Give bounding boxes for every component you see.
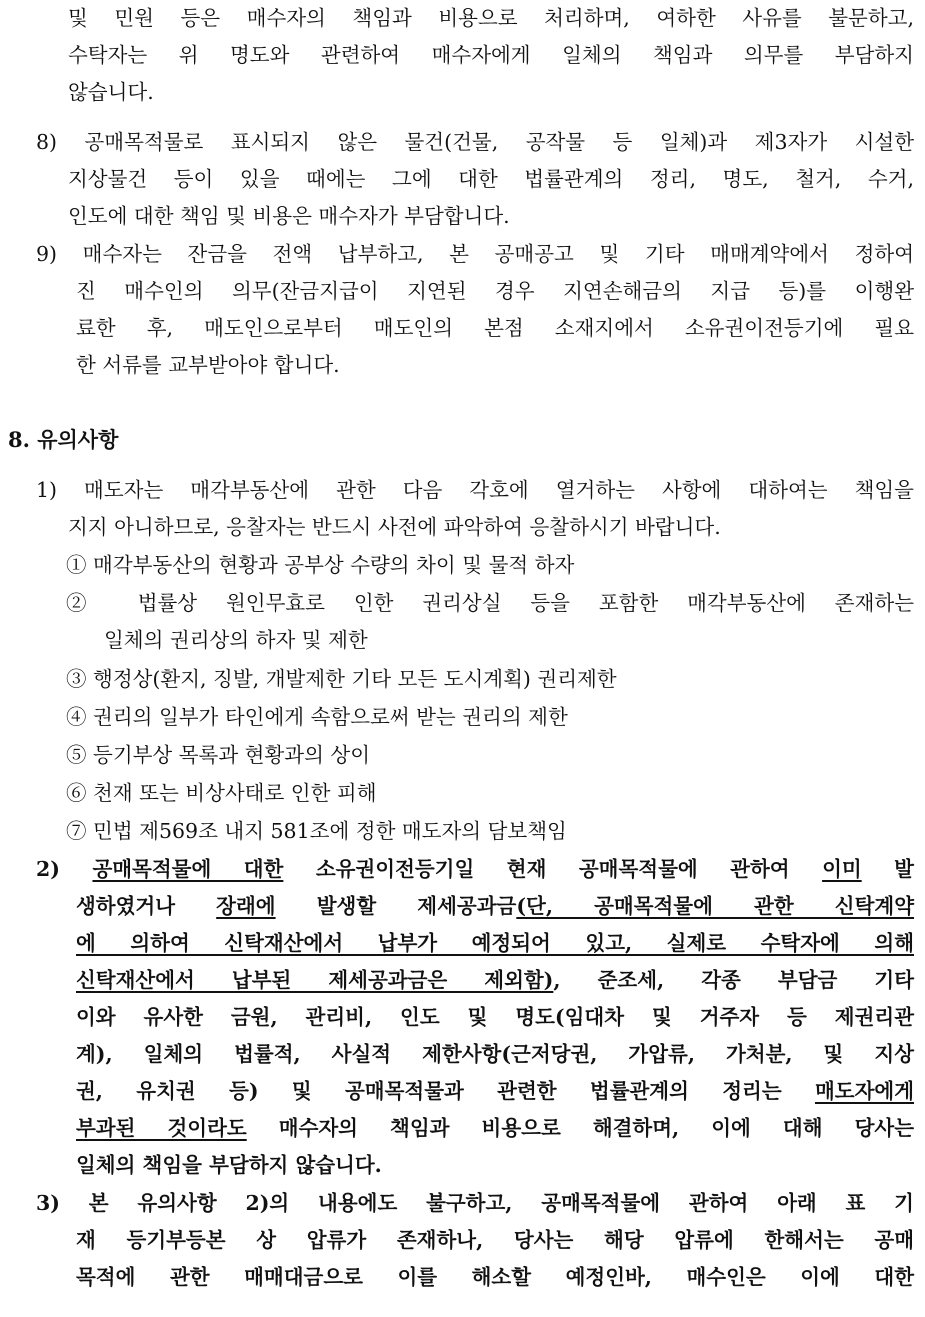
text-segment: 발	[861, 857, 914, 881]
text-line: ② 법률상 원인무효로 인한 권리상실 등을 포함한 매각부동산에 존재하는	[66, 591, 914, 615]
text-segment: 소유권이전등기일 현재 공매목적물에 관하여	[283, 857, 823, 881]
note-item-2-continuation	[76, 888, 914, 1184]
note-item-3	[36, 1185, 914, 1222]
underlined-text: 이미	[822, 857, 862, 881]
text-line	[76, 962, 914, 999]
text-line: 계), 일체의 법률적, 사실적 제한사항(근저당권, 가압류, 가처분, 및 지상	[76, 1042, 914, 1066]
subitem-6	[66, 775, 377, 812]
underlined-text: 신탁재산에서 납부된 제세공과금은 제외함)	[76, 968, 554, 992]
subitem-4	[66, 699, 568, 736]
list-item-8	[36, 124, 914, 161]
subitem-2	[66, 585, 914, 622]
item-number: 2)	[36, 857, 93, 881]
text-line	[36, 851, 914, 888]
text-line: ⑦ 민법 제569조 내지 581조에 정한 매도자의 담보책임	[66, 819, 567, 843]
text-line: ⑥ 천재 또는 비상사태로 인한 피해	[66, 781, 377, 805]
subitem-5	[66, 737, 370, 774]
text-line: 9) 매수자는 잔금을 전액 납부하고, 본 공매공고 및 기타 매매계약에서 정하여	[36, 242, 914, 266]
text-line: 일체의 책임을 부담하지 않습니다.	[76, 1153, 382, 1177]
subitem-1	[66, 547, 574, 584]
list-item-9	[36, 236, 914, 273]
subitem-2-continuation	[104, 622, 368, 659]
text-line: 및 민원 등은 매수자의 책임과 비용으로 처리하며, 여하한 사유를 불문하고,	[68, 6, 914, 30]
note-item-1-continuation	[68, 509, 914, 546]
list-item-8-continuation	[68, 161, 914, 235]
text-line: 8) 공매목적물로 표시되지 않은 물건(건물, 공작물 등 일체)과 제3자가 시설한	[36, 130, 914, 154]
list-item-9-continuation	[76, 273, 914, 384]
underlined-text: 매도자에게	[814, 1079, 914, 1103]
text-line: 수탁자는 위 명도와 관련하여 매수자에게 일체의 책임과 의무를 부담하지	[68, 43, 914, 67]
section-heading: 8. 유의사항	[8, 427, 119, 452]
text-line: 이와 유사한 금원, 관리비, 인도 및 명도(임대차 및 거주자 등 제권리관	[76, 1005, 914, 1029]
text-line: 재 등기부등본 상 압류가 존재하나, 당사는 해당 압류에 한해서는 공매	[76, 1228, 914, 1252]
text-line	[76, 888, 914, 925]
underlined-text: (단, 공매목적물에 관한 신탁계약	[516, 894, 915, 918]
text-line: 료한 후, 매도인으로부터 매도인의 본점 소재지에서 소유권이전등기에 필요	[76, 316, 914, 340]
underlined-text-line: 에 의하여 신탁재산에서 납부가 예정되어 있고, 실제로 수탁자에 의해	[76, 931, 914, 955]
text-line: 1) 매도자는 매각부동산에 관한 다음 각호에 열거하는 사항에 대하여는 책임을	[36, 478, 914, 502]
text-line: 지상물건 등이 있을 때에는 그에 대한 법률관계의 정리, 명도, 철거, 수거,	[68, 167, 914, 191]
text-segment: 생하였거나	[76, 894, 217, 918]
note-item-3-continuation	[76, 1222, 914, 1296]
text-line: 3) 본 유의사항 2)의 내용에도 불구하고, 공매목적물에 관하여 아래 표 기	[36, 1191, 914, 1215]
text-line: ④ 권리의 일부가 타인에게 속함으로써 받는 권리의 제한	[66, 705, 568, 729]
text-segment: 매수자의 책임과 비용으로 해결하며, 이에 대해 당사는	[246, 1116, 914, 1140]
text-line: 목적에 관한 매매대금으로 이를 해소할 예정인바, 매수인은 이에 대한	[76, 1265, 914, 1289]
text-segment: 발생할 제세공과금	[275, 894, 517, 918]
text-segment: 권, 유치권 등) 및 공매목적물과 관련한 법률관계의 정리는	[76, 1079, 815, 1103]
subitem-3	[66, 661, 617, 698]
text-segment: , 준조세, 각종 부담금 기타	[553, 968, 914, 992]
text-line: ③ 행정상(환지, 징발, 개발제한 기타 모든 도시계획) 권리제한	[66, 667, 617, 691]
text-line: 지지 아니하므로, 응찰자는 반드시 사전에 파악하여 응찰하시기 바랍니다.	[68, 515, 721, 539]
text-line: 인도에 대한 책임 및 비용은 매수자가 부담합니다.	[68, 204, 510, 228]
text-line: 않습니다.	[68, 80, 154, 104]
text-line: 일체의 권리상의 하자 및 제한	[104, 628, 368, 652]
text-line: ⑤ 등기부상 목록과 현황과의 상이	[66, 743, 371, 767]
subitem-7	[66, 813, 567, 850]
text-line: 한 서류를 교부받아야 합니다.	[76, 353, 340, 377]
text-line	[76, 1110, 914, 1147]
note-item-2	[36, 851, 914, 888]
text-line: 진 매수인의 의무(잔금지급이 지연된 경우 지연손해금의 지급 등)를 이행완	[76, 279, 914, 303]
underlined-text: 부과된 것이라도	[76, 1116, 247, 1140]
note-item-1	[36, 472, 914, 509]
underlined-text: 장래에	[216, 894, 276, 918]
continuation-paragraph	[68, 0, 914, 111]
text-line: ① 매각부동산의 현황과 공부상 수량의 차이 및 물적 하자	[66, 553, 575, 577]
text-line	[76, 1073, 914, 1110]
underlined-text: 공매목적물에 대한	[92, 857, 284, 881]
